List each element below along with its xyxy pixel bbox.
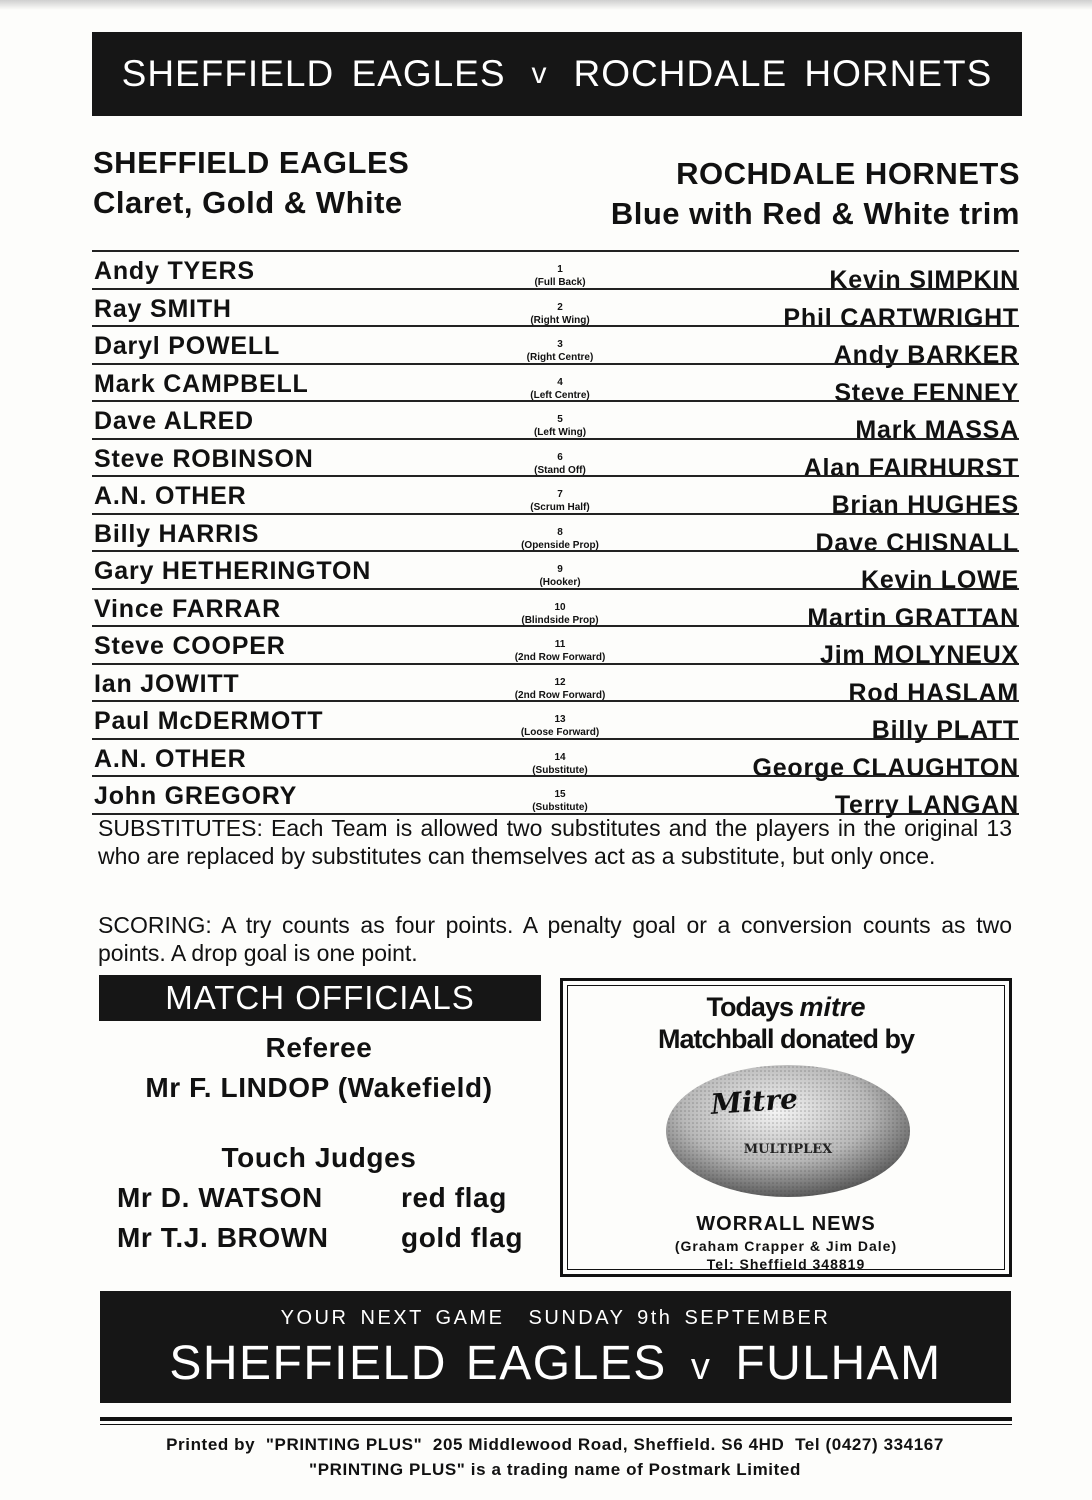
home-player: A.N. OTHER: [94, 482, 247, 510]
referee-name: Mr F. LINDOP (Wakefield): [145, 1072, 493, 1103]
position-label: [510, 676, 610, 702]
away-player: Kevin LOWE: [860, 566, 1019, 594]
lineup-row: [92, 625, 1019, 669]
printer-trading-name: "PRINTING PLUS" is a trading name of Postmark Limited: [309, 1460, 801, 1479]
home-player: Ray SMITH: [94, 294, 232, 323]
scoring-rule: SCORING: A try counts as four points. A penalty goal or a conversion counts as two points. A drop goal is one point.: [98, 912, 1012, 966]
advert-shop: [563, 1213, 1009, 1272]
footer-divider-thin: [100, 1424, 1012, 1425]
position-label: [510, 713, 610, 739]
ball-brand-text: Mitre: [709, 1082, 799, 1122]
shirt-number: 7: [557, 489, 563, 500]
away-team-title: ROCHDALE HORNETS: [573, 53, 993, 94]
away-player: Jim MOLYNEUX: [819, 641, 1019, 669]
away-player: Dave CHISNALL: [815, 528, 1019, 557]
match-officials-banner: [99, 975, 541, 1021]
shirt-number: 8: [557, 526, 563, 538]
referee-label: Referee: [265, 1032, 373, 1063]
position-label: [510, 526, 610, 552]
position-label: [510, 488, 610, 514]
touch-judge: [99, 1218, 539, 1258]
position-label: [510, 788, 610, 814]
touch-judge-flag: red flag: [401, 1182, 507, 1213]
position-name: (Substitute): [532, 764, 588, 776]
shirt-number: 3: [557, 339, 563, 350]
printer-credit: Printed by "PRINTING PLUS" 205 Middlewood Road, Sheffield. S6 4HD Tel (0427) 334167: [166, 1435, 944, 1454]
lineup-row: [92, 738, 1019, 782]
footer-divider: [100, 1417, 1012, 1421]
away-player: Martin GRATTAN: [807, 603, 1019, 632]
position-name: (Scrum Half): [530, 502, 590, 513]
position-label: [510, 413, 610, 439]
lineup-row: [92, 475, 1019, 519]
position-label: [510, 638, 610, 664]
next-game-fixture: [100, 1336, 1011, 1391]
home-player: Mark CAMPBELL: [94, 369, 309, 398]
next-game-banner: [100, 1291, 1011, 1403]
shop-owners: (Graham Crapper & Jim Dale): [674, 1238, 898, 1254]
away-team-header: [611, 154, 1020, 234]
position-name: (Left Wing): [533, 427, 587, 438]
home-player: Vince FARRAR: [94, 594, 281, 623]
lineup-row: [92, 700, 1019, 744]
shirt-number: 10: [554, 601, 566, 613]
home-team-header: [93, 143, 409, 223]
away-player: Phil CARTWRIGHT: [783, 303, 1019, 332]
lineup-row: [92, 288, 1019, 332]
touch-judges-label: Touch Judges: [221, 1142, 417, 1173]
position-name: (Right Centre): [526, 352, 594, 363]
match-officials-title: MATCH OFFICIALS: [165, 979, 475, 1016]
position-label: [510, 451, 610, 477]
position-name: (Left Centre): [530, 389, 590, 401]
away-team-name: ROCHDALE HORNETS: [676, 156, 1020, 191]
home-player: John GREGORY: [94, 782, 298, 810]
position-name: (2nd Row Forward): [514, 652, 606, 663]
team-lineup-table: [92, 250, 1019, 819]
position-name: (2nd Row Forward): [514, 689, 606, 701]
matchball-advert: [560, 978, 1012, 1277]
shirt-number: 14: [554, 751, 566, 763]
next-game-away: FULHAM: [735, 1337, 942, 1390]
home-player: A.N. OTHER: [94, 744, 247, 773]
advert-donated-by: Matchball donated by: [657, 1024, 915, 1054]
shirt-number: 1: [557, 264, 563, 275]
next-game-date: YOUR NEXT GAME SUNDAY 9th SEPTEMBER: [280, 1307, 831, 1329]
away-player: Kevin SIMPKIN: [829, 266, 1019, 294]
position-name: (Right Wing): [530, 314, 590, 326]
home-player: Daryl POWELL: [94, 332, 281, 360]
position-label: [510, 601, 610, 627]
shirt-number: 4: [557, 376, 563, 388]
page-edge: [0, 0, 1092, 10]
lineup-row: [92, 325, 1019, 369]
position-label: [510, 376, 610, 402]
position-label: [510, 751, 610, 777]
lineup-row: [92, 513, 1019, 557]
match-officials: [99, 1028, 539, 1258]
rugby-ball-icon: [663, 1061, 913, 1201]
position-name: (Hooker): [539, 577, 581, 588]
shirt-number: 15: [554, 789, 566, 800]
home-player: Paul McDERMOTT: [94, 707, 324, 735]
shop-name: WORRALL NEWS: [696, 1213, 876, 1235]
home-player: Steve ROBINSON: [94, 444, 314, 473]
home-player: Andy TYERS: [94, 257, 255, 285]
lineup-row: [92, 550, 1019, 594]
position-name: (Substitute): [532, 802, 588, 813]
home-player: Billy HARRIS: [94, 519, 260, 548]
position-name: (Full Back): [534, 277, 586, 288]
touch-judge-name: Mr T.J. BROWN: [117, 1222, 329, 1253]
away-player: Brian HUGHES: [831, 491, 1019, 519]
lineup-row: [92, 588, 1019, 632]
advert-todays: Todays: [706, 992, 793, 1022]
away-player: Alan FAIRHURST: [803, 453, 1019, 482]
advert-title: [563, 991, 1009, 1055]
touch-judge-name: Mr D. WATSON: [117, 1182, 323, 1213]
lineup-row: [92, 400, 1019, 444]
position-label: [510, 263, 610, 289]
home-player: Dave ALRED: [94, 407, 254, 435]
lineup-row: [92, 438, 1019, 482]
position-name: (Openside Prop): [521, 539, 599, 551]
away-player: Mark MASSA: [855, 416, 1019, 444]
shirt-number: 13: [554, 714, 566, 725]
match-title-banner: [92, 32, 1022, 116]
position-label: [510, 563, 610, 589]
away-player: Andy BARKER: [833, 341, 1019, 369]
shirt-number: 2: [557, 301, 563, 313]
shop-telephone: Tel: Sheffield 348819: [706, 1256, 866, 1272]
mitre-logo-word: mitre: [799, 992, 866, 1022]
away-player: Rod HASLAM: [848, 678, 1019, 707]
home-player: Gary HETHERINGTON: [94, 557, 372, 585]
ball-model-text: MULTIPLEX: [743, 1142, 833, 1157]
position-label: [510, 301, 610, 327]
shirt-number: 12: [554, 676, 566, 688]
touch-judge: [99, 1178, 539, 1218]
position-name: (Blindside Prop): [521, 614, 599, 626]
away-player: Terry LANGAN: [834, 791, 1019, 819]
shirt-number: 5: [557, 414, 563, 425]
home-player: Steve COOPER: [94, 632, 286, 660]
shirt-number: 6: [557, 451, 563, 463]
substitutes-rule: SUBSTITUTES: Each Team is allowed two substitutes and the players in the original 13 who are replaced by substitutes can themselves act as a substitute, but only once.: [98, 815, 1012, 869]
home-player: Ian JOWITT: [94, 669, 240, 698]
shirt-number: 9: [557, 564, 563, 575]
home-team-colours: Claret, Gold & White: [93, 185, 403, 220]
away-player: Steve FENNEY: [834, 378, 1019, 407]
position-label: [510, 338, 610, 364]
home-team-name: SHEFFIELD EAGLES: [93, 145, 410, 180]
shirt-number: 11: [554, 639, 566, 650]
away-team-colours: Blue with Red & White trim: [610, 196, 1020, 231]
touch-judge-flag: gold flag: [401, 1222, 524, 1253]
lineup-row: [92, 363, 1019, 407]
lineup-row: [92, 775, 1019, 819]
home-team-title: SHEFFIELD EAGLES: [121, 53, 506, 94]
position-name: (Stand Off): [534, 464, 586, 476]
next-game-home: SHEFFIELD EAGLES: [169, 1337, 667, 1390]
away-player: George CLAUGHTON: [752, 753, 1019, 782]
next-game-versus: v: [690, 1346, 712, 1388]
lineup-row: [92, 663, 1019, 707]
away-player: Billy PLATT: [871, 716, 1019, 744]
lineup-row: [92, 250, 1019, 294]
versus-label: v: [531, 57, 548, 90]
position-name: (Loose Forward): [520, 727, 600, 738]
